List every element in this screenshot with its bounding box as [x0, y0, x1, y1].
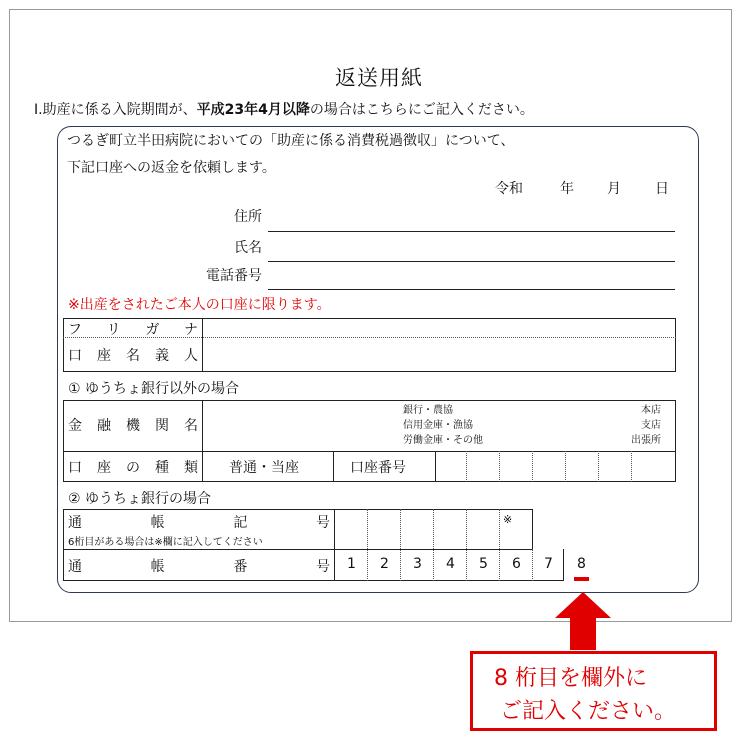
address-label: 住所: [234, 209, 262, 225]
date-month: 月: [607, 181, 621, 197]
address-line[interactable]: [268, 231, 675, 232]
date-era: 令和: [495, 181, 523, 197]
name-label: 氏名: [234, 240, 262, 256]
section-non-yucho: ① ゆうちょ銀行以外の場合: [68, 381, 240, 397]
account-number-field[interactable]: [437, 453, 674, 481]
branch-type-1: 本店: [641, 405, 661, 416]
digit-8[interactable]: 8: [577, 556, 586, 572]
passbook-number-label: 通 帳 番 号: [68, 559, 330, 575]
account-holder-label: 口 座 名 義 人: [68, 348, 198, 364]
phone-label: 電話番号: [206, 268, 262, 284]
account-type-label: 口 座 の 種 類: [68, 460, 198, 476]
digit-8-marker: [574, 577, 589, 581]
digit-3[interactable]: 3: [413, 556, 422, 572]
digit-1[interactable]: 1: [347, 556, 356, 572]
intro-period: 平成23年4月以降: [196, 102, 310, 118]
furigana-label: フ リ ガ ナ: [68, 322, 198, 338]
section-yucho: ② ゆうちょ銀行の場合: [68, 491, 212, 507]
phone-line[interactable]: [268, 289, 675, 290]
digit-7[interactable]: 7: [544, 556, 553, 572]
notice-text: ※出産をされたご本人の口座に限ります。: [68, 297, 331, 313]
passbook-symbol-label: 通 帳 記 号: [68, 515, 330, 531]
passbook-symbol-field[interactable]: [336, 511, 531, 548]
request-line-1: つるぎ町立半田病院においての「助産に係る消費税過徴収」について、: [67, 133, 515, 149]
intro-line: Ⅰ.助産に係る入院期間が、平成23年4月以降の場合はこちらにご記入ください。: [34, 102, 534, 118]
digit-6[interactable]: 6: [512, 556, 521, 572]
date-day: 日: [655, 181, 669, 197]
arrow-up-icon: [553, 590, 613, 652]
callout-line-2: ご記入ください。: [500, 699, 677, 724]
branch-type-3: 出張所: [631, 435, 661, 446]
request-line-2: 下記口座への返金を依頼します。: [67, 160, 276, 176]
bank-name-label: 金 融 機 関 名: [68, 418, 198, 434]
form-title: 返送用紙: [335, 66, 423, 90]
account-type-value[interactable]: 普通・当座: [229, 460, 299, 476]
passbook-symbol-note: 6桁目がある場合は※欄に記入してください: [68, 537, 263, 548]
digit-2[interactable]: 2: [380, 556, 389, 572]
account-holder-field[interactable]: [204, 339, 674, 371]
name-line[interactable]: [268, 261, 675, 262]
callout-line-1: 8 桁目を欄外に: [494, 666, 647, 691]
bank-type-3: 労働金庫・その他: [403, 435, 483, 446]
digit-5[interactable]: 5: [479, 556, 488, 572]
branch-type-2: 支店: [641, 420, 661, 431]
date-year: 年: [560, 181, 574, 197]
bank-type-1: 銀行・農協: [403, 405, 453, 416]
digit-4[interactable]: 4: [446, 556, 455, 572]
furigana-field[interactable]: [204, 320, 674, 336]
asterisk-mark: ※: [503, 513, 513, 526]
account-number-label: 口座番号: [350, 460, 406, 476]
bank-type-2: 信用金庫・漁協: [403, 420, 473, 431]
